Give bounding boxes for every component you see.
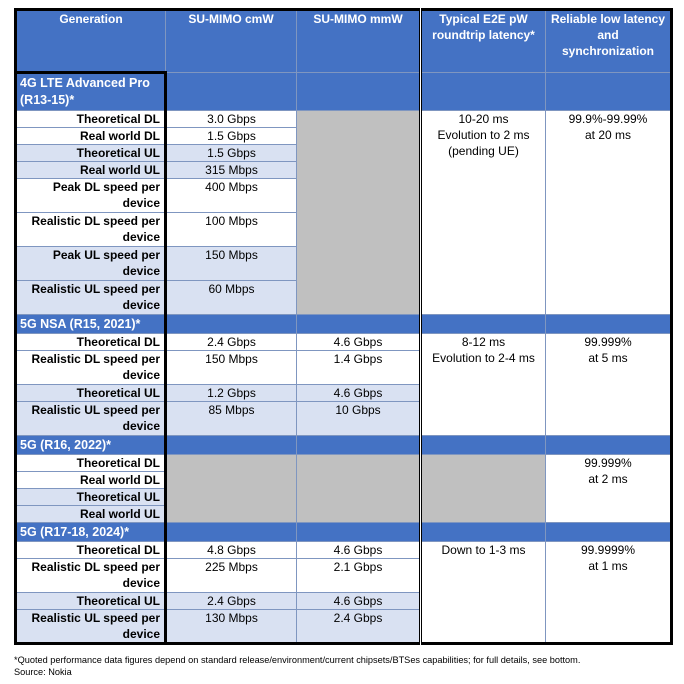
- section-fill: [421, 523, 546, 542]
- header-row: [16, 10, 672, 73]
- reliability-line: 99.999%: [584, 456, 632, 470]
- reliability-cell: [546, 455, 672, 523]
- cmw-not-applicable: [166, 455, 297, 523]
- header-e2e-latency: Typical E2E pW roundtrip latency*: [421, 10, 546, 73]
- section-fill: [297, 73, 421, 111]
- section-fill: [166, 436, 297, 455]
- metric-label: Peak DL speed per device: [16, 179, 166, 213]
- section-header-row: [16, 523, 672, 542]
- metric-label: Theoretical UL: [16, 145, 166, 162]
- latency-line: 10-20 ms: [458, 112, 509, 126]
- latency-cell: [421, 111, 546, 315]
- reliability-line: at 2 ms: [588, 472, 628, 486]
- footnote-block: [14, 654, 674, 678]
- reliability-cell: [546, 334, 672, 436]
- cmw-value: 2.4 Gbps: [166, 593, 297, 610]
- reliability-line: at 20 ms: [584, 128, 632, 142]
- mmw-value: 2.4 Gbps: [297, 610, 421, 644]
- metric-label: Theoretical DL: [16, 111, 166, 128]
- metric-label: Real world UL: [16, 506, 166, 523]
- section-header-row: [16, 436, 672, 455]
- metric-label: Realistic UL speed per device: [16, 281, 166, 315]
- section-label: 4G LTE Advanced Pro (R13-15)*: [16, 73, 166, 111]
- cmw-value: 225 Mbps: [166, 559, 297, 593]
- mmw-value: 4.6 Gbps: [297, 334, 421, 351]
- metric-label: Theoretical UL: [16, 489, 166, 506]
- mmw-value: 10 Gbps: [297, 402, 421, 436]
- latency-not-applicable: [421, 455, 546, 523]
- metric-label: Theoretical DL: [16, 334, 166, 351]
- section-fill: [297, 436, 421, 455]
- metric-label: Theoretical DL: [16, 542, 166, 559]
- latency-cell: [421, 542, 546, 644]
- section-fill: [166, 315, 297, 334]
- cmw-value: 60 Mbps: [166, 281, 297, 315]
- section-fill: [297, 315, 421, 334]
- section-label: 5G (R17-18, 2024)*: [16, 523, 166, 542]
- metric-label: Peak UL speed per device: [16, 247, 166, 281]
- cmw-value: 315 Mbps: [166, 162, 297, 179]
- section-fill: [297, 523, 421, 542]
- latency-line: Evolution to 2-4 ms: [432, 351, 535, 365]
- section-fill: [421, 436, 546, 455]
- cmw-value: 150 Mbps: [166, 351, 297, 385]
- cmw-value: 400 Mbps: [166, 179, 297, 213]
- metric-label: Real world DL: [16, 128, 166, 145]
- metric-label: Realistic UL speed per device: [16, 402, 166, 436]
- mmw-value: 2.1 Gbps: [297, 559, 421, 593]
- section-fill: [546, 73, 672, 111]
- mmw-value: 4.6 Gbps: [297, 542, 421, 559]
- latency-line: 8-12 ms: [461, 335, 506, 349]
- mmw-value: 1.4 Gbps: [297, 351, 421, 385]
- generation-comparison-table: [14, 8, 673, 645]
- metric-label: Realistic DL speed per device: [16, 213, 166, 247]
- mmw-value: 4.6 Gbps: [297, 385, 421, 402]
- mmw-not-applicable: [297, 111, 421, 315]
- reliability-line: at 5 ms: [588, 351, 628, 365]
- table-row: [16, 542, 672, 559]
- metric-label: Theoretical UL: [16, 593, 166, 610]
- cmw-value: 4.8 Gbps: [166, 542, 297, 559]
- cmw-value: 100 Mbps: [166, 213, 297, 247]
- table-row: [16, 455, 672, 472]
- section-label: 5G NSA (R15, 2021)*: [16, 315, 166, 334]
- header-reliability: Reliable low latency and synchronization: [546, 10, 672, 73]
- latency-cell: [421, 334, 546, 436]
- section-fill: [546, 523, 672, 542]
- section-fill: [421, 73, 546, 111]
- cmw-value: 2.4 Gbps: [166, 334, 297, 351]
- header-generation: Generation: [16, 10, 166, 73]
- cmw-value: 130 Mbps: [166, 610, 297, 644]
- metric-label: Real world UL: [16, 162, 166, 179]
- reliability-cell: [546, 542, 672, 644]
- mmw-value: 4.6 Gbps: [297, 593, 421, 610]
- latency-line: (pending UE): [448, 144, 519, 158]
- cmw-value: 3.0 Gbps: [166, 111, 297, 128]
- mmw-not-applicable: [297, 455, 421, 523]
- reliability-line: 99.9%-99.99%: [568, 112, 648, 126]
- cmw-value: 85 Mbps: [166, 402, 297, 436]
- source-text: Source: Nokia: [14, 667, 72, 677]
- cmw-value: 1.5 Gbps: [166, 145, 297, 162]
- table-row: [16, 334, 672, 351]
- reliability-line: at 1 ms: [588, 559, 628, 573]
- metric-label: Theoretical DL: [16, 455, 166, 472]
- section-fill: [546, 436, 672, 455]
- section-fill: [166, 73, 297, 111]
- latency-line: Evolution to 2 ms: [437, 128, 530, 142]
- metric-label: Theoretical UL: [16, 385, 166, 402]
- metric-label: Realistic DL speed per device: [16, 351, 166, 385]
- reliability-cell: [546, 111, 672, 315]
- section-header-row: [16, 315, 672, 334]
- metric-label: Realistic UL speed per device: [16, 610, 166, 644]
- cmw-value: 1.5 Gbps: [166, 128, 297, 145]
- section-fill: [166, 523, 297, 542]
- header-su-mimo-cmw: SU-MIMO cmW: [166, 10, 297, 73]
- cmw-value: 150 Mbps: [166, 247, 297, 281]
- latency-line: Down to 1-3 ms: [441, 543, 526, 557]
- reliability-line: 99.9999%: [580, 543, 636, 557]
- header-su-mimo-mmw: SU-MIMO mmW: [297, 10, 421, 73]
- table-row: [16, 111, 672, 128]
- section-fill: [421, 315, 546, 334]
- footnote-text: *Quoted performance data figures depend on standard release/environment/current chipsets/BTSes capabilities; for full details, see bottom.: [14, 655, 581, 665]
- metric-label: Realistic DL speed per device: [16, 559, 166, 593]
- reliability-line: 99.999%: [584, 335, 632, 349]
- metric-label: Real world DL: [16, 472, 166, 489]
- section-fill: [546, 315, 672, 334]
- section-label: 5G (R16, 2022)*: [16, 436, 166, 455]
- cmw-value: 1.2 Gbps: [166, 385, 297, 402]
- section-header-row: [16, 73, 672, 111]
